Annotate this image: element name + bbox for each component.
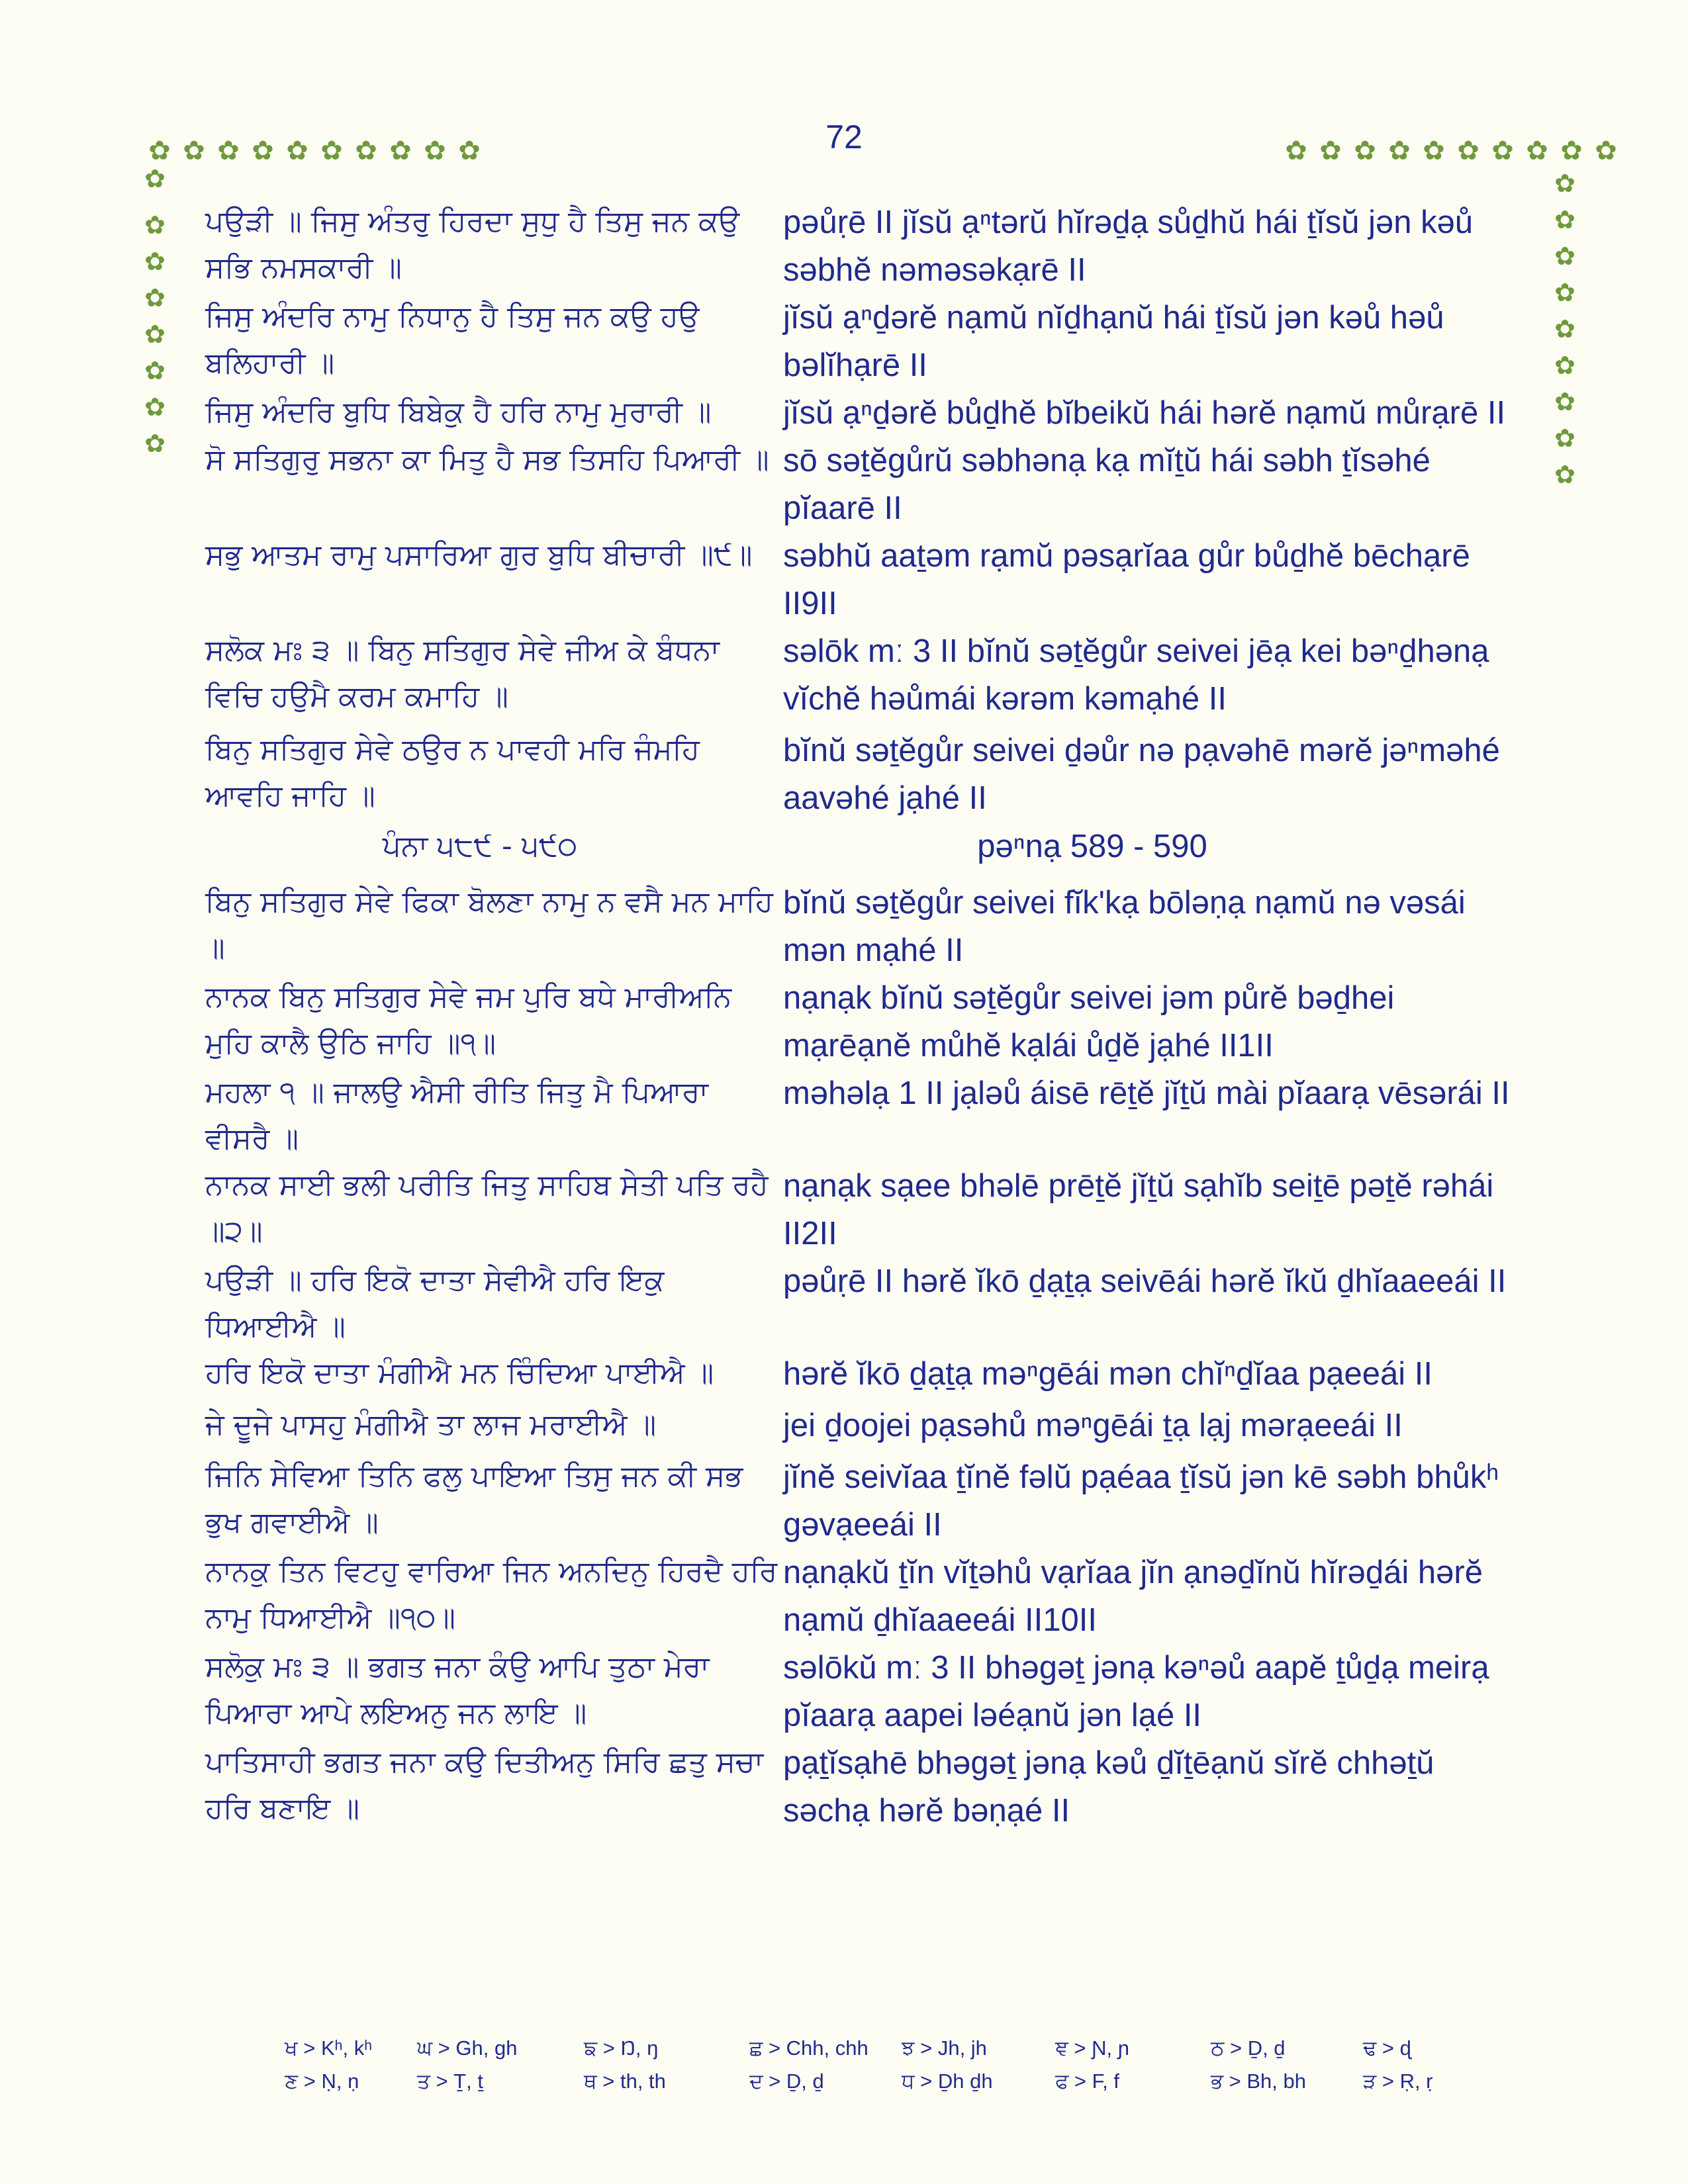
ang-gurmukhi: ਪੰਨਾ ੫੮੯ - ੫੯੦ [382, 829, 578, 863]
flower-icon: ✿ [1554, 170, 1575, 198]
flower-icon: ✿ [144, 321, 165, 349]
verse-row [205, 389, 1523, 437]
flower-icon: ✿ [1560, 136, 1583, 165]
flower-icon: ✿ [183, 136, 205, 165]
transliteration-line: jei ḏoojei pạsəhů məⁿgēái ṯạ lạj mərạeeái II [783, 1408, 1403, 1443]
flower-icon: ✿ [355, 136, 377, 165]
verse-row [205, 294, 1523, 389]
gurmukhi-line: ਸਲੋਕੁ ਮਃ ੩ ॥ ਭਗਤ ਜਨਾ ਕੰਉ ਆਪਿ ਤੁਠਾ ਮੇਰਾ ਪਿਆਰਾ ਆਪੇ ਲਇਅਨੁ ਜਨ ਲਾਇ ॥ [205, 1650, 710, 1730]
gurmukhi-line: ਮਹਲਾ ੧ ॥ ਜਾਲਉ ਐਸੀ ਰੀਤਿ ਜਿਤੁ ਮੈ ਪਿਆਰਾ ਵੀਸਰੈ ॥ [205, 1075, 709, 1156]
verse-row [205, 532, 1523, 627]
flower-icon: ✿ [1457, 136, 1479, 165]
transliteration-line: səbhŭ aaṯəm rạmŭ pəsạrĭaa gůr bůḏhĕ bēchạrē II9II [783, 538, 1470, 621]
transliteration-line: səlōk mː 3 II bĭnŭ səṯĕgůr seivei jēạ kei bəⁿḏhənạ vĭchĕ həůmái kərəm kəmạhé II [783, 633, 1489, 717]
legend-item: ਛ > Chh, chh [749, 2036, 868, 2060]
verse-row [205, 727, 1523, 822]
flower-icon: ✿ [217, 136, 240, 165]
ang-transliteration: pəⁿnạ 589 - 590 [977, 829, 1207, 864]
flower-icon: ✿ [1554, 316, 1575, 343]
legend-row [285, 2065, 1536, 2098]
legend-item: ਖ > Kʰ, kʰ [285, 2036, 373, 2060]
flower-icon: ✿ [144, 285, 165, 312]
right-flower-border [1550, 169, 1579, 496]
legend-item: ਘ > Gh, gh [417, 2036, 518, 2060]
verse-row [205, 1402, 1523, 1449]
flower-icon: ✿ [144, 357, 165, 385]
legend-item: ਢ > ɖ [1363, 2036, 1411, 2060]
page-number: 72 [825, 118, 863, 156]
flower-icon: ✿ [424, 136, 446, 165]
flower-icon: ✿ [1554, 425, 1575, 453]
top-right-flower-border [1279, 136, 1623, 166]
flower-icon: ✿ [148, 136, 171, 165]
flower-icon: ✿ [252, 136, 274, 165]
flower-icon: ✿ [1423, 136, 1445, 165]
legend-row [285, 2032, 1536, 2065]
left-flower-border [140, 164, 169, 201]
legend-item: ਣ > Ṇ, ṇ [285, 2070, 359, 2093]
transliteration-line: nạnạkŭ ṯĭn vĭṯəhů vạrĭaa jĭn ạnəḏĭnŭ hĭrəḏái hərĕ nạmŭ ḏhĭaaeeái II10II [783, 1555, 1483, 1638]
legend-item: ਦ > Ḏ, ḏ [749, 2070, 824, 2093]
flower-icon: ✿ [144, 248, 165, 276]
legend-item: ਞ > Ɲ, ɲ [1055, 2036, 1129, 2060]
gurmukhi-line: ਪਉੜੀ ॥ ਹਰਿ ਇਕੋ ਦਾਤਾ ਸੇਵੀਐ ਹਰਿ ਇਕੁ ਧਿਆਈਐ ॥ [205, 1263, 665, 1343]
transliteration-line: pạṯĭsạhē bhəgəṯ jənạ kəů ḏĭṯēạnŭ sĭrĕ chhəṯŭ səchạ hərĕ bəṇạé II [783, 1745, 1434, 1829]
legend-item: ਙ > Ŋ, ŋ [584, 2036, 659, 2060]
transliteration-line: sō səṯĕgůrŭ səbhənạ kạ mĭṯŭ hái səbh ṯĭsəhé pĭaarē II [783, 443, 1430, 526]
flower-icon: ✿ [1554, 352, 1575, 380]
gurmukhi-line: ਜਿਸੁ ਅੰਦਰਿ ਬੁਧਿ ਬਿਬੇਕੁ ਹੈ ਹਰਿ ਨਾਮੁ ਮੁਰਾਰੀ ॥ [205, 395, 712, 429]
transliteration-line: səlōkŭ mː 3 II bhəgəṯ jənạ kəⁿəů aapĕ ṯůḏạ meirạ pĭaarạ aapei ləéạnŭ jən lạé II [783, 1650, 1489, 1733]
flower-icon: ✿ [1526, 136, 1548, 165]
transliteration-line: məhəlạ 1 II jạləů áisē rēṯĕ jĭṯŭ mài pĭaarạ vēsərái II [783, 1075, 1510, 1111]
flower-icon: ✿ [144, 430, 165, 458]
transliteration-line: nạnạk bĭnŭ səṯĕgůr seivei jəm půrĕ bəḏhei mạrēạnĕ můhĕ kạlái ůḏĕ jạhé II1II [783, 980, 1395, 1064]
verse-row [205, 1069, 1523, 1162]
verse-row [205, 1453, 1523, 1549]
verse-row [205, 1739, 1523, 1835]
gurmukhi-line: ਨਾਨਕ ਬਿਨੁ ਸਤਿਗੁਰ ਸੇਵੇ ਜਮ ਪੁਰਿ ਬਧੇ ਮਾਰੀਅਨਿ ਮੁਹਿ ਕਾਲੈ ਉਠਿ ਜਾਹਿ ॥੧॥ [205, 980, 732, 1060]
gurmukhi-line: ਸੋ ਸਤਿਗੁਰੁ ਸਭਨਾ ਕਾ ਮਿਤੁ ਹੈ ਸਭ ਤਿਸਹਿ ਪਿਆਰੀ ॥ [205, 443, 769, 477]
gurmukhi-line: ਨਾਨਕ ਸਾਈ ਭਲੀ ਪਰੀਤਿ ਜਿਤੁ ਸਾਹਿਬ ਸੇਤੀ ਪਤਿ ਰਹੈ ॥੨॥ [205, 1168, 769, 1248]
verse-row [205, 1549, 1523, 1644]
gurmukhi-line: ਜਿਨਿ ਸੇਵਿਆ ਤਿਨਿ ਫਲੁ ਪਾਇਆ ਤਿਸੁ ਜਨ ਕੀ ਸਭ ਭੁਖ ਗਵਾਈਐ ॥ [205, 1459, 743, 1539]
legend-item: ੜ > Ṛ, ṛ [1363, 2070, 1433, 2093]
transliteration-line: nạnạk sạee bhəlē prēṯĕ jĭṯŭ sạhĭb seiṯē pəṯĕ rəhái II2II [783, 1168, 1494, 1251]
verse-row [205, 974, 1523, 1069]
transliteration-line: pəůṛē II jĭsŭ ạⁿtərŭ hĭrəḏạ sůḏhŭ hái ṯĭsŭ jən kəů səbhĕ nəməsəkạrē II [783, 205, 1474, 288]
gurmukhi-line: ਸਲੋਕ ਮਃ ੩ ॥ ਬਿਨੁ ਸਤਿਗੁਰ ਸੇਵੇ ਜੀਅ ਕੇ ਬੰਧਨਾ ਵਿਚਿ ਹਉਮੈ ਕਰਮ ਕਮਾਹਿ ॥ [205, 633, 720, 713]
gurmukhi-line: ਹਰਿ ਇਕੋ ਦਾਤਾ ਮੰਗੀਐ ਮਨ ਚਿੰਦਿਆ ਪਾਈਐ ॥ [205, 1356, 714, 1390]
gurmukhi-line: ਪਉੜੀ ॥ ਜਿਸੁ ਅੰਤਰੁ ਹਿਰਦਾ ਸੁਧੁ ਹੈ ਤਿਸੁ ਜਨ ਕਉ ਸਭਿ ਨਮਸਕਾਰੀ ॥ [205, 205, 740, 285]
gurmukhi-line: ਸਭੁ ਆਤਮ ਰਾਮੁ ਪਸਾਰਿਆ ਗੁਰ ਬੁਧਿ ਬੀਚਾਰੀ ॥੯॥ [205, 538, 753, 572]
flower-icon: ✿ [389, 136, 412, 165]
transliteration-line: jĭsŭ ạⁿḏərĕ nạmŭ nĭḏhạnŭ hái ṯĭsŭ jən kəů həů bəlĭhạrē II [783, 300, 1444, 383]
verse-row [205, 437, 1523, 532]
flower-icon: ✿ [1388, 136, 1411, 165]
flower-icon: ✿ [458, 136, 481, 165]
gurmukhi-line: ਪਾਤਿਸਾਹੀ ਭਗਤ ਜਨਾ ਕਉ ਦਿਤੀਅਨੁ ਸਿਰਿ ਛਤੁ ਸਚਾ ਹਰਿ ਬਣਾਇ ॥ [205, 1745, 764, 1825]
legend-item: ਥ > th, th [584, 2070, 666, 2093]
verse-row [205, 1162, 1523, 1257]
legend-item: ਭ > Bh, bh [1211, 2070, 1306, 2093]
legend-item: ਠ > Ḏ, ḏ [1211, 2036, 1286, 2060]
flower-icon: ✿ [1285, 136, 1307, 165]
left-flower-border-column [140, 210, 169, 465]
transliteration-legend [285, 2032, 1536, 2098]
verse-row [205, 879, 1523, 974]
gurmukhi-line: ਜਿਸੁ ਅੰਦਰਿ ਨਾਮੁ ਨਿਧਾਨੁ ਹੈ ਤਿਸੁ ਜਨ ਕਉ ਹਉ ਬਲਿਹਾਰੀ ॥ [205, 300, 700, 380]
ang-heading [205, 825, 1523, 868]
flower-icon: ✿ [1554, 388, 1575, 416]
flower-icon: ✿ [1554, 279, 1575, 307]
flower-icon: ✿ [144, 394, 165, 422]
gurmukhi-line: ਨਾਨਕੁ ਤਿਨ ਵਿਟਹੁ ਵਾਰਿਆ ਜਿਨ ਅਨਦਿਨੁ ਹਿਰਦੈ ਹਰਿ ਨਾਮੁ ਧਿਆਈਐ ॥੧੦॥ [205, 1555, 778, 1635]
verse-row [205, 1257, 1523, 1350]
flower-icon: ✿ [1595, 136, 1617, 165]
verse-row [205, 1644, 1523, 1739]
verse-row [205, 627, 1523, 723]
flower-icon: ✿ [1319, 136, 1342, 165]
flower-icon: ✿ [144, 165, 165, 193]
verse-row [205, 199, 1523, 294]
transliteration-line: bĭnŭ səṯĕgůr seivei fĭk'kạ bōləṇạ nạmŭ nə vəsái mən mạhé II [783, 885, 1466, 968]
legend-item: ਧ > Ḏh ḏh [902, 2070, 993, 2093]
flower-icon: ✿ [320, 136, 343, 165]
flower-icon: ✿ [144, 212, 165, 240]
transliteration-line: bĭnŭ səṯĕgůr seivei ḏəůr nə pạvəhē mərĕ jəⁿməhé aavəhé jạhé II [783, 733, 1500, 816]
verse-content [205, 199, 1523, 1835]
legend-item: ਝ > Jh, jh [902, 2036, 987, 2060]
flower-icon: ✿ [1491, 136, 1514, 165]
gurmukhi-line: ਜੇ ਦੂਜੇ ਪਾਸਹੁ ਮੰਗੀਐ ਤਾ ਲਾਜ ਮਰਾਈਐ ॥ [205, 1408, 657, 1441]
transliteration-line: hərĕ ĭkō ḏạṯạ məⁿgēái mən chĭⁿḏĭaa pạeeái II [783, 1356, 1432, 1392]
gurmukhi-line: ਬਿਨੁ ਸਤਿਗੁਰ ਸੇਵੇ ਠਉਰ ਨ ਪਾਵਹੀ ਮਰਿ ਜੰਮਹਿ ਆਵਹਿ ਜਾਹਿ ॥ [205, 733, 700, 813]
transliteration-line: pəůṛē II hərĕ ĭkō ḏạṯạ seivēái hərĕ ĭkŭ ḏhĭaaeeái II [783, 1263, 1507, 1299]
top-left-flower-border [142, 136, 487, 166]
flower-icon: ✿ [1554, 206, 1575, 234]
transliteration-line: jĭnĕ seivĭaa ṯĭnĕ fəlŭ pạéaa ṯĭsŭ jən kē səbh bhůkʰ gəvạeeái II [783, 1459, 1499, 1543]
flower-icon: ✿ [1554, 461, 1575, 489]
transliteration-line: jĭsŭ ạⁿḏərĕ bůḏhĕ bĭbeikŭ hái hərĕ nạmŭ můrạrē II [783, 395, 1506, 431]
verse-row [205, 1350, 1523, 1398]
legend-item: ਫ > F, f [1055, 2070, 1119, 2093]
flower-icon: ✿ [1354, 136, 1376, 165]
flower-icon: ✿ [286, 136, 308, 165]
legend-item: ਤ > Ṯ, ṯ [417, 2070, 483, 2093]
flower-icon: ✿ [1554, 243, 1575, 271]
gurmukhi-line: ਬਿਨੁ ਸਤਿਗੁਰ ਸੇਵੇ ਫਿਕਾ ਬੋਲਣਾ ਨਾਮੁ ਨ ਵਸੈ ਮਨ ਮਾਹਿ ॥ [205, 885, 773, 965]
